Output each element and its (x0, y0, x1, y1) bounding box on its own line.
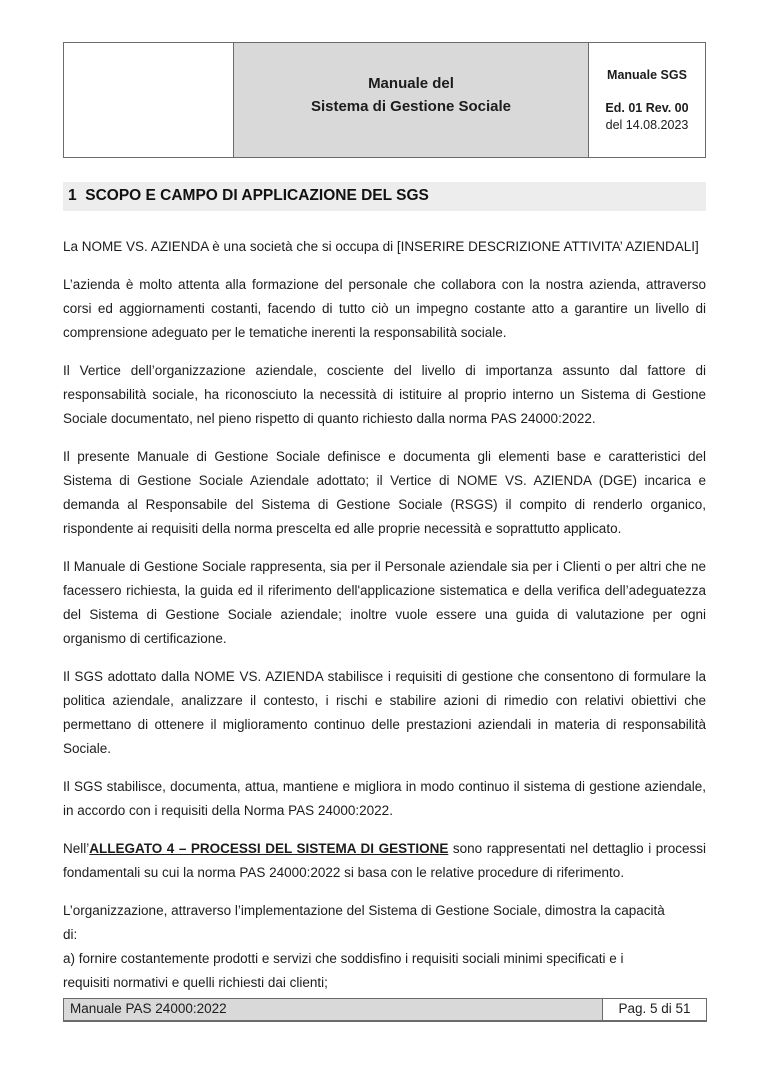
paragraph-manuale-rappresenta: Il Manuale di Gestione Sociale rappresenta, sia per il Personale aziendale sia per i Clienti o per altri che ne facessero richiesta, la guida ed il riferimento dell'applicazione sistematica e della verifica dell’adeguatezza del Sistema di Gestione Sociale aziendale; inoltre vuole essere una guida di valutazione per ogni organismo di certificazione. (63, 559, 706, 646)
document-code: Manuale SGS (607, 68, 687, 82)
allegato-4-reference: ALLEGATO 4 – PROCESSI DEL SISTEMA DI GESTIONE (89, 841, 449, 856)
paragraph-company-intro: La NOME VS. AZIENDA è una società che si occupa di [INSERIRE DESCRIZIONE ATTIVITA’ AZIENDALI] (63, 239, 699, 254)
document-meta-cell (589, 43, 705, 157)
paragraph-manuale-definisce: Il presente Manuale di Gestione Sociale definisce e documenta gli elementi base e caratteristici del Sistema di Gestione Sociale Aziendale adottato; il Vertice di NOME VS. AZIENDA (DGE) incarica e demanda al Responsabile del Sistema di Gestione Sociale (RSGS) il compito di renderlo organico, rispondente ai requisiti della norma prescelta ed alle proprie necessità e soprattutto applicato. (63, 449, 706, 536)
capacita-item-a-line1: a) fornire costantemente prodotti e servizi che soddisfino i requisiti sociali minimi specificati e i (63, 951, 624, 966)
logo-placeholder-cell (64, 43, 233, 157)
paragraph-vertice: Il Vertice dell’organizzazione aziendale, cosciente del livello di importanza assunto dal fattore di responsabilità sociale, ha riconosciuto la necessità di istituire al proprio interno un Sistema di Gestione Sociale documentato, nel pieno rispetto di quanto richiesto dalla norma PAS 24000:2022. (63, 363, 706, 426)
paragraph-sgs-stabilisce: Il SGS stabilisce, documenta, attua, mantiene e migliora in modo continuo il sistema di gestione aziendale, in accordo con i requisiti della Norma PAS 24000:2022. (63, 779, 706, 818)
paragraph-capacita (63, 899, 706, 995)
capacita-line2: di: (63, 927, 78, 942)
paragraph-allegato (63, 837, 706, 885)
footer-doc-name: Manuale PAS 24000:2022 (64, 999, 603, 1020)
footer-page-number: Pag. 5 di 51 (603, 999, 706, 1020)
document-footer-table (63, 998, 707, 1022)
document-title-line2: Sistema di Gestione Sociale (310, 98, 512, 115)
section-heading: 1 SCOPO E CAMPO DI APPLICAZIONE DEL SGS (63, 182, 706, 211)
document-date: del 14.08.2023 (605, 118, 689, 132)
page-content (63, 42, 706, 1009)
allegato-prefix: Nell’ (63, 841, 90, 856)
capacita-item-a-line2: requisiti normativi e quelli richiesti dai clienti; (63, 975, 328, 990)
document-title-line1: Manuale del (368, 75, 454, 92)
document-edition: Ed. 01 Rev. 00 (605, 101, 689, 115)
paragraph-sgs-adottato: Il SGS adottato dalla NOME VS. AZIENDA stabilisce i requisiti di gestione che consentono di formulare la politica aziendale, analizzare il contesto, i rischi e stabilire azioni di rimedio con relativi obiettivi che permettano di ottenere il miglioramento continuo delle prestazioni aziendali in materia di responsabilità Sociale. (63, 669, 706, 756)
capacita-line1: L’organizzazione, attraverso l’implementazione del Sistema di Gestione Sociale, dimostra la capacità (63, 903, 665, 918)
document-header-table (63, 42, 706, 158)
document-title-cell (233, 43, 589, 157)
allegato-suffix: sono rappresentati nel dettaglio i processi fondamentali su cui la norma PAS 24000:2022 si basa con le relative procedure di riferimento. (63, 841, 706, 880)
paragraph-formazione: L’azienda è molto attenta alla formazione del personale che collabora con la nostra azienda, attraverso corsi ed aggiornamenti costanti, facendo di tutto ciò un impegno costante atto a garantire un livello di comprensione adeguato per le tematiche inerenti la responsabilità sociale. (63, 277, 706, 340)
